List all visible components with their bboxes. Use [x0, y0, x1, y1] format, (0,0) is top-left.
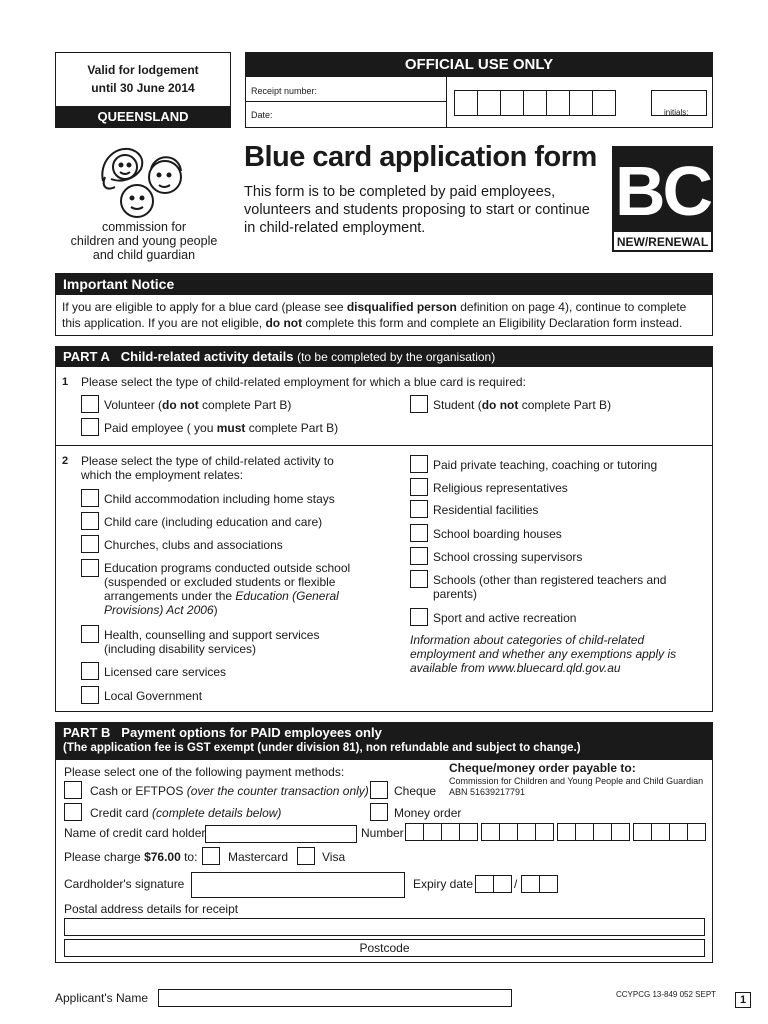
health-services-checkbox[interactable] — [81, 625, 99, 643]
payment-select-text: Please select one of the following payment methods: — [64, 765, 345, 779]
student-label: Student (do not complete Part B) — [433, 398, 612, 412]
education-programs-label: Education programs conducted outside school (suspended or excluded students or flexible arrangements under the Education (General Provisions) Act 2006) — [104, 561, 351, 617]
postal-label: Postal address details for receipt — [64, 902, 239, 916]
expiry-slash: / — [514, 877, 518, 891]
religious-label: Religious representatives — [433, 481, 568, 495]
private-teaching-checkbox[interactable] — [410, 455, 428, 473]
receipt-label: Receipt number: — [251, 86, 318, 96]
card-number-group-4[interactable] — [633, 823, 705, 841]
part-a-divider — [56, 445, 712, 446]
student-checkbox[interactable] — [410, 395, 428, 413]
licensed-care-checkbox[interactable] — [81, 662, 99, 680]
org-line3: and child guardian — [92, 248, 196, 262]
licensed-care-label: Licensed care services — [104, 665, 227, 679]
org-line2: children and young people — [70, 234, 218, 248]
q1-text: Please select the type of child-related employment for which a blue card is required: — [81, 375, 526, 389]
child-care-checkbox[interactable] — [81, 512, 99, 530]
page-number: 1 — [735, 992, 751, 1008]
notice-text: If you are eligible to apply for a blue card (please see disqualified person definition on page 4), continue to complete this application. If you are not eligible, do not complete this form and complete an Eligibility Declaration form instead. — [62, 300, 687, 330]
postcode-label: Postcode — [359, 941, 410, 955]
cash-label: Cash or EFTPOS (over the counter transaction only) — [90, 784, 369, 798]
crossing-checkbox[interactable] — [410, 547, 428, 565]
state-banner: QUEENSLAND — [55, 106, 231, 128]
local-government-checkbox[interactable] — [81, 686, 99, 704]
mastercard-checkbox[interactable] — [202, 847, 220, 865]
official-vdivider — [446, 77, 447, 128]
valid-line2: until 30 June 2014 — [91, 81, 195, 95]
churches-checkbox[interactable] — [81, 535, 99, 553]
boarding-checkbox[interactable] — [410, 524, 428, 542]
charge-label: Please charge $76.00 to: — [64, 850, 198, 864]
volunteer-label: Volunteer (do not complete Part B) — [104, 398, 292, 412]
postal-address-input[interactable] — [64, 918, 705, 936]
credit-card-label: Credit card (complete details below) — [90, 806, 282, 820]
payable-name: Commission for Children and Young People and Child Guardian — [449, 776, 704, 786]
intro-text: This form is to be completed by paid employees, volunteers and students proposing to start or continue in child-related employment. — [244, 184, 590, 236]
card-holder-label: Name of credit card holder — [64, 826, 206, 840]
applicant-name-input[interactable] — [158, 989, 512, 1007]
page-title: Blue card application form — [244, 141, 597, 173]
crossing-label: School crossing supervisors — [433, 550, 583, 564]
q2-text: Please select the type of child-related activity to which the employment relates: — [81, 454, 334, 482]
q2-number: 2 — [62, 455, 69, 467]
sport-label: Sport and active recreation — [433, 611, 577, 625]
residential-checkbox[interactable] — [410, 500, 428, 518]
credit-card-checkbox[interactable] — [64, 803, 82, 821]
official-use-title: OFFICIAL USE ONLY — [245, 52, 713, 77]
local-government-label: Local Government — [104, 689, 203, 703]
signature-input[interactable] — [191, 872, 405, 898]
new-renewal-label: NEW/RENEWAL — [612, 230, 713, 252]
date-label: Date: — [251, 110, 273, 120]
notice-title: Important Notice — [55, 273, 713, 294]
org-line1: commission for — [101, 220, 187, 234]
card-number-group-3[interactable] — [557, 823, 629, 841]
category-info-text: Information about categories of child-related employment and whether any exemptions apply is available from www.bluecard.qld.gov.au — [410, 633, 677, 675]
applicant-name-label: Applicant's Name — [55, 991, 148, 1005]
ccypcg-logo — [95, 143, 195, 221]
expiry-label: Expiry date — [413, 877, 474, 891]
card-number-label: Number — [361, 826, 404, 840]
visa-checkbox[interactable] — [297, 847, 315, 865]
residential-label: Residential facilities — [433, 503, 539, 517]
part-b-header: PART B Payment options for PAID employees only (The application fee is GST exempt (under division 81), non refundable and subject to change.) — [55, 722, 713, 759]
health-services-label: Health, counselling and support services (including disability services) — [104, 628, 320, 656]
child-accommodation-label: Child accommodation including home stays — [104, 492, 335, 506]
schools-checkbox[interactable] — [410, 570, 428, 588]
schools-label: Schools (other than registered teachers and parents) — [433, 573, 667, 601]
part-a-header: PART A Child-related activity details (to be completed by the organisation) — [55, 346, 713, 366]
card-number-group-2[interactable] — [481, 823, 553, 841]
signature-label: Cardholder's signature — [64, 877, 185, 891]
card-number-group-1[interactable] — [405, 823, 477, 841]
child-care-label: Child care (including education and care) — [104, 515, 323, 529]
receipt-number-cells[interactable] — [454, 90, 615, 116]
abn-text: ABN 51639217791 — [449, 787, 526, 797]
religious-checkbox[interactable] — [410, 478, 428, 496]
card-holder-input[interactable] — [205, 825, 357, 843]
payable-title: Cheque/money order payable to: — [449, 761, 636, 775]
paid-employee-label: Paid employee ( you must complete Part B) — [104, 421, 339, 435]
private-teaching-label: Paid private teaching, coaching or tutoring — [433, 458, 658, 472]
valid-line1: Valid for lodgement — [87, 63, 199, 77]
expiry-month-cells[interactable] — [475, 875, 511, 893]
visa-label: Visa — [322, 850, 346, 864]
cash-checkbox[interactable] — [64, 781, 82, 799]
volunteer-checkbox[interactable] — [81, 395, 99, 413]
q1-number: 1 — [62, 376, 69, 388]
form-code: CCYPCG 13-849 052 SEPT — [616, 990, 717, 999]
paid-employee-checkbox[interactable] — [81, 418, 99, 436]
official-divider — [245, 101, 447, 102]
cheque-checkbox[interactable] — [370, 781, 388, 799]
bc-badge: BC — [612, 146, 713, 230]
expiry-year-cells[interactable] — [521, 875, 557, 893]
child-accommodation-checkbox[interactable] — [81, 489, 99, 507]
initials-label: initials: — [664, 108, 689, 117]
churches-label: Churches, clubs and associations — [104, 538, 283, 552]
boarding-label: School boarding houses — [433, 527, 562, 541]
education-programs-checkbox[interactable] — [81, 559, 99, 577]
cheque-label: Cheque — [394, 784, 437, 798]
money-order-label: Money order — [394, 806, 462, 820]
sport-checkbox[interactable] — [410, 608, 428, 626]
mastercard-label: Mastercard — [228, 850, 289, 864]
money-order-checkbox[interactable] — [370, 803, 388, 821]
